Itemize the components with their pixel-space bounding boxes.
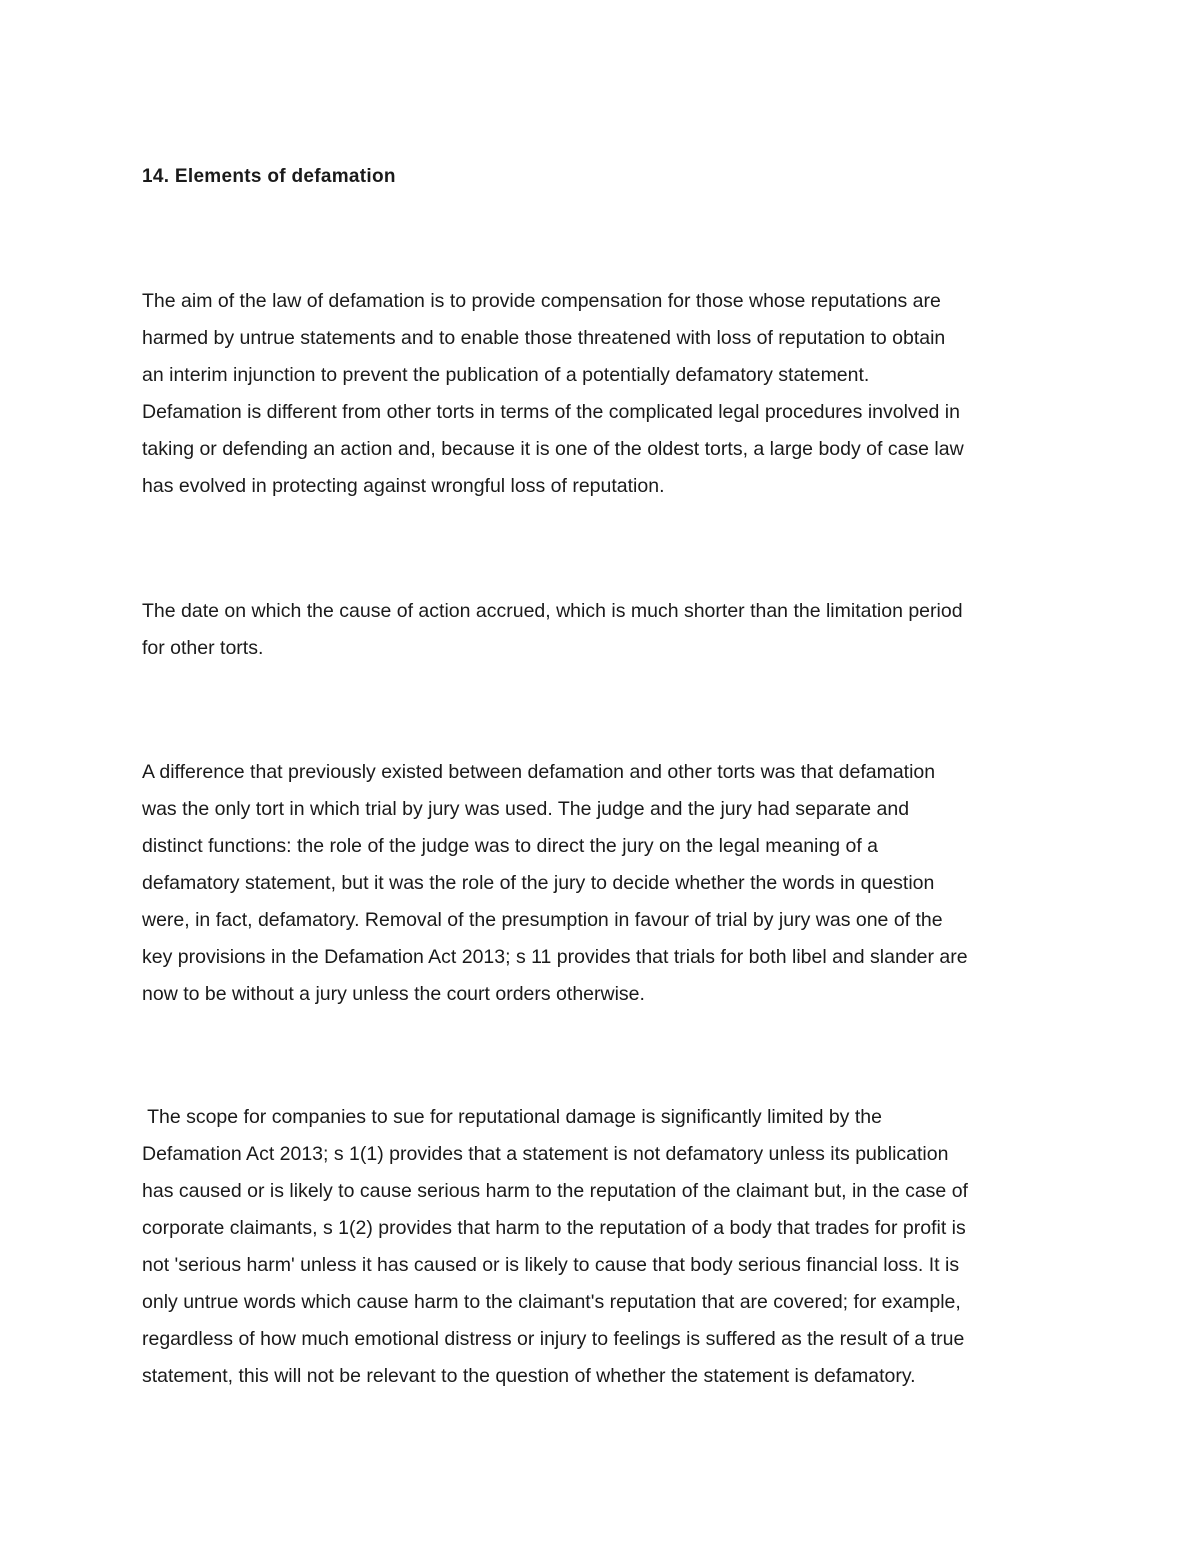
text-line: taking or defending an action and, because it is one of the oldest torts, a large body of case law <box>142 438 964 460</box>
text-line: an interim injunction to prevent the publication of a potentially defamatory statement. <box>142 364 870 386</box>
text-line: key provisions in the Defamation Act 2013; s 11 provides that trials for both libel and slander are <box>142 946 968 968</box>
paragraph-aim-of-defamation-law <box>142 283 1062 505</box>
text-line: defamatory statement, but it was the role of the jury to decide whether the words in question <box>142 872 935 894</box>
text-line: Defamation is different from other torts in terms of the complicated legal procedures involved in <box>142 401 960 423</box>
section-heading: 14. Elements of defamation <box>142 166 396 187</box>
text-line: statement, this will not be relevant to the question of whether the statement is defamatory. <box>142 1365 916 1387</box>
text-line: The aim of the law of defamation is to provide compensation for those whose reputations are <box>142 290 941 312</box>
text-line: were, in fact, defamatory. Removal of the presumption in favour of trial by jury was one of the <box>142 909 943 931</box>
text-line: regardless of how much emotional distress or injury to feelings is suffered as the result of a true <box>142 1328 965 1350</box>
text-line: The date on which the cause of action accrued, which is much shorter than the limitation period <box>142 600 963 622</box>
text-line: distinct functions: the role of the judge was to direct the jury on the legal meaning of a <box>142 835 879 857</box>
text-line: not 'serious harm' unless it has caused or is likely to cause that body serious financial loss. It is <box>142 1254 960 1276</box>
text-line: has caused or is likely to cause serious harm to the reputation of the claimant but, in the case of <box>142 1180 968 1202</box>
text-line: was the only tort in which trial by jury was used. The judge and the jury had separate and <box>142 798 910 820</box>
text-line: corporate claimants, s 1(2) provides that harm to the reputation of a body that trades for profit is <box>142 1217 966 1239</box>
text-line: now to be without a jury unless the court orders otherwise. <box>142 983 645 1005</box>
paragraph-trial-by-jury <box>142 754 1062 1013</box>
text-line: harmed by untrue statements and to enable those threatened with loss of reputation to obtain <box>142 327 946 349</box>
paragraph-limitation-period <box>142 593 1062 667</box>
text-line: A difference that previously existed between defamation and other torts was that defamation <box>142 761 936 783</box>
text-line: The scope for companies to sue for reputational damage is significantly limited by the <box>142 1106 882 1128</box>
text-line: Defamation Act 2013; s 1(1) provides that a statement is not defamatory unless its publication <box>142 1143 949 1165</box>
text-line: only untrue words which cause harm to the claimant's reputation that are covered; for example, <box>142 1291 961 1313</box>
text-line: has evolved in protecting against wrongful loss of reputation. <box>142 475 665 497</box>
paragraph-corporate-claimants <box>142 1099 1062 1395</box>
text-line: for other torts. <box>142 637 264 659</box>
